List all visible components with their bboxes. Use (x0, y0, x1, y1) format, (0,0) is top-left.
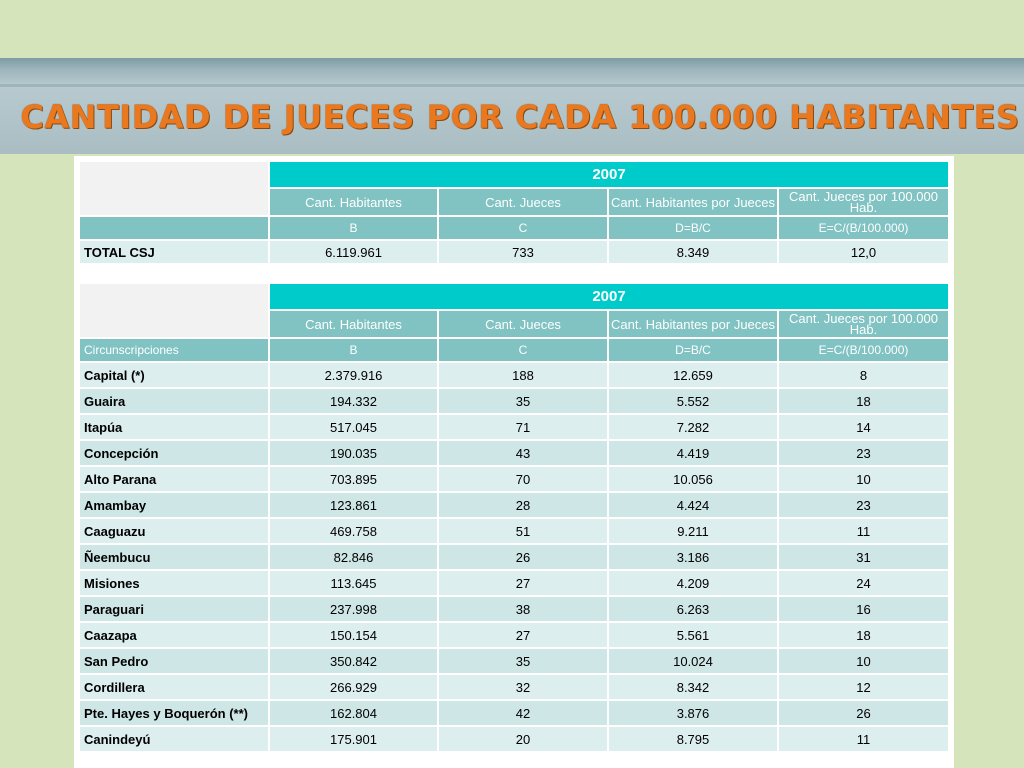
row-jueces-por-100k: 31 (779, 545, 948, 569)
table-row (80, 597, 948, 621)
summary-hab-por-juez: 8.349 (609, 241, 777, 263)
table-row (80, 701, 948, 725)
row-jueces-por-100k: 24 (779, 571, 948, 595)
row-name: Caaguazu (80, 519, 268, 543)
row-habitantes: 150.154 (270, 623, 437, 647)
row-hab-por-juez: 3.876 (609, 701, 777, 725)
row-hab-por-juez: 4.209 (609, 571, 777, 595)
row-jueces-por-100k: 14 (779, 415, 948, 439)
row-hab-por-juez: 4.419 (609, 441, 777, 465)
col-header-habitantes: Cant. Habitantes (270, 311, 437, 337)
row-jueces-por-100k: 18 (779, 389, 948, 413)
row-habitantes: 2.379.916 (270, 363, 437, 387)
row-habitantes: 237.998 (270, 597, 437, 621)
col-header-hab-por-juez: Cant. Habitantes por Jueces (609, 189, 777, 215)
row-name: Cordillera (80, 675, 268, 699)
row-jueces-por-100k: 26 (779, 701, 948, 725)
formula-row-label (80, 217, 268, 239)
table-row (80, 415, 948, 439)
row-jueces: 71 (439, 415, 607, 439)
row-habitantes: 266.929 (270, 675, 437, 699)
row-name: Concepción (80, 441, 268, 465)
summary-jueces-por-100k: 12,0 (779, 241, 948, 263)
row-jueces: 42 (439, 701, 607, 725)
blank-corner (80, 162, 268, 215)
row-habitantes: 469.758 (270, 519, 437, 543)
row-hab-por-juez: 5.552 (609, 389, 777, 413)
row-jueces-por-100k: 23 (779, 493, 948, 517)
summary-name: TOTAL CSJ (80, 241, 268, 263)
row-habitantes: 517.045 (270, 415, 437, 439)
row-jueces: 27 (439, 571, 607, 595)
col-header-jueces-por-100k: Cant. Jueces por 100.000 Hab. (779, 311, 948, 337)
blank-corner (80, 284, 268, 337)
formula-d: D=B/C (609, 217, 777, 239)
row-jueces: 51 (439, 519, 607, 543)
row-hab-por-juez: 10.024 (609, 649, 777, 673)
table-row (80, 675, 948, 699)
table-row (80, 493, 948, 517)
row-habitantes: 123.861 (270, 493, 437, 517)
row-header-circunscripciones: Circunscripciones (80, 339, 268, 361)
row-hab-por-juez: 10.056 (609, 467, 777, 491)
summary-habitantes: 6.119.961 (270, 241, 437, 263)
row-jueces: 26 (439, 545, 607, 569)
table-row (80, 363, 948, 387)
row-habitantes: 350.842 (270, 649, 437, 673)
row-jueces: 188 (439, 363, 607, 387)
row-jueces-por-100k: 12 (779, 675, 948, 699)
row-hab-por-juez: 3.186 (609, 545, 777, 569)
table-row (80, 571, 948, 595)
col-header-habitantes: Cant. Habitantes (270, 189, 437, 215)
table-row (80, 727, 948, 751)
summary-table (78, 160, 950, 265)
row-habitantes: 190.035 (270, 441, 437, 465)
formula-e: E=C/(B/100.000) (779, 339, 948, 361)
row-jueces-por-100k: 10 (779, 467, 948, 491)
row-jueces: 28 (439, 493, 607, 517)
row-hab-por-juez: 5.561 (609, 623, 777, 647)
row-jueces: 20 (439, 727, 607, 751)
row-jueces-por-100k: 23 (779, 441, 948, 465)
table-row (80, 441, 948, 465)
row-jueces-por-100k: 11 (779, 519, 948, 543)
col-header-jueces: Cant. Jueces (439, 189, 607, 215)
row-name: Amambay (80, 493, 268, 517)
year-header: 2007 (270, 162, 948, 187)
formula-d: D=B/C (609, 339, 777, 361)
row-jueces: 27 (439, 623, 607, 647)
row-name: Misiones (80, 571, 268, 595)
row-name: Guaira (80, 389, 268, 413)
row-jueces: 38 (439, 597, 607, 621)
row-jueces-por-100k: 8 (779, 363, 948, 387)
col-header-jueces-por-100k: Cant. Jueces por 100.000 Hab. (779, 189, 948, 215)
formula-c: C (439, 217, 607, 239)
row-habitantes: 82.846 (270, 545, 437, 569)
row-hab-por-juez: 12.659 (609, 363, 777, 387)
row-name: Pte. Hayes y Boquerón (**) (80, 701, 268, 725)
table-row (80, 545, 948, 569)
row-hab-por-juez: 8.342 (609, 675, 777, 699)
formula-b: B (270, 217, 437, 239)
col-header-jueces: Cant. Jueces (439, 311, 607, 337)
row-name: Canindeyú (80, 727, 268, 751)
slide-title: CANTIDAD DE JUECES POR CADA 100.000 HABITANTES (20, 98, 1020, 136)
row-habitantes: 175.901 (270, 727, 437, 751)
row-habitantes: 194.332 (270, 389, 437, 413)
year-header: 2007 (270, 284, 948, 309)
row-habitantes: 162.804 (270, 701, 437, 725)
title-band-line (0, 84, 1024, 87)
formula-e: E=C/(B/100.000) (779, 217, 948, 239)
row-jueces: 32 (439, 675, 607, 699)
table-row (80, 389, 948, 413)
row-habitantes: 703.895 (270, 467, 437, 491)
row-jueces-por-100k: 18 (779, 623, 948, 647)
formula-c: C (439, 339, 607, 361)
table-row (80, 649, 948, 673)
row-name: Capital (*) (80, 363, 268, 387)
row-hab-por-juez: 4.424 (609, 493, 777, 517)
row-name: Caazapa (80, 623, 268, 647)
row-name: San Pedro (80, 649, 268, 673)
row-name: Ñeembucu (80, 545, 268, 569)
table-row (80, 467, 948, 491)
formula-b: B (270, 339, 437, 361)
circunscripciones-table (78, 282, 950, 753)
table-row (80, 623, 948, 647)
row-hab-por-juez: 9.211 (609, 519, 777, 543)
row-habitantes: 113.645 (270, 571, 437, 595)
table-row (80, 519, 948, 543)
row-jueces: 43 (439, 441, 607, 465)
row-hab-por-juez: 8.795 (609, 727, 777, 751)
summary-jueces: 733 (439, 241, 607, 263)
row-name: Itapúa (80, 415, 268, 439)
row-hab-por-juez: 7.282 (609, 415, 777, 439)
row-jueces-por-100k: 16 (779, 597, 948, 621)
row-jueces-por-100k: 11 (779, 727, 948, 751)
row-name: Paraguari (80, 597, 268, 621)
row-name: Alto Parana (80, 467, 268, 491)
row-jueces-por-100k: 10 (779, 649, 948, 673)
col-header-hab-por-juez: Cant. Habitantes por Jueces (609, 311, 777, 337)
row-jueces: 35 (439, 389, 607, 413)
row-hab-por-juez: 6.263 (609, 597, 777, 621)
row-jueces: 35 (439, 649, 607, 673)
row-jueces: 70 (439, 467, 607, 491)
